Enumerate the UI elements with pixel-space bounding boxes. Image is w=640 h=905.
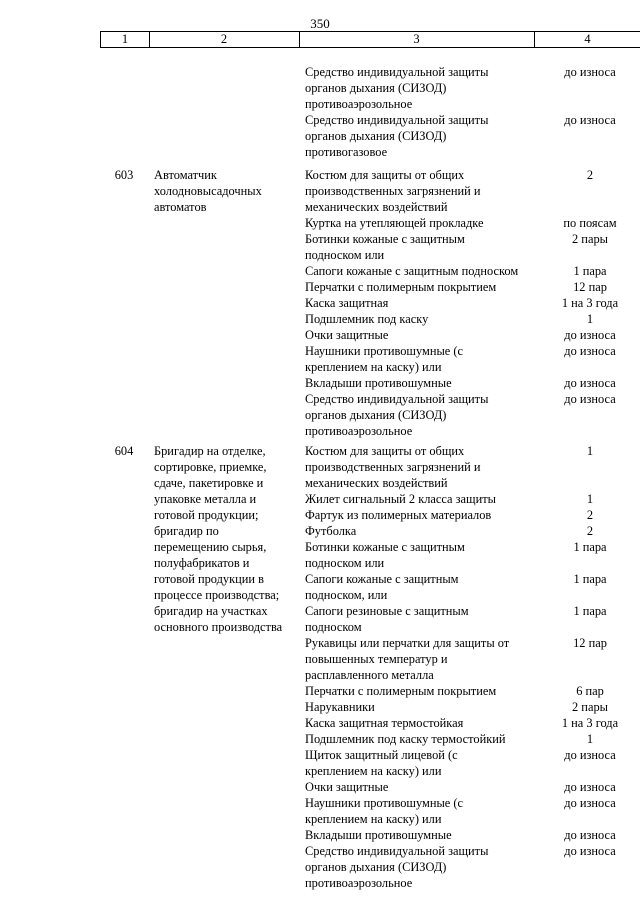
ppe-item-line: органов дыхания (СИЗОД) (305, 81, 447, 95)
ppe-item-line: противоаэрозольное (305, 876, 413, 890)
ppe-item-line: органов дыхания (СИЗОД) (305, 860, 447, 874)
ppe-item (305, 635, 640, 683)
ppe-item (305, 311, 640, 327)
ppe-item (305, 295, 640, 311)
occupation-line: сдаче, пакетировке и (154, 476, 264, 490)
ppe-item (305, 279, 640, 295)
occupation-name (154, 443, 304, 635)
ppe-item-line: Средство индивидуальной защиты (305, 844, 489, 858)
occupation-line: бригадир по (154, 524, 219, 538)
table-header (100, 31, 640, 48)
ppe-item-line: подноском (305, 620, 362, 634)
ppe-item-line: Наушники противошумные (с (305, 796, 464, 810)
ppe-item-line: подноском, или (305, 588, 388, 602)
ppe-item-line: Вкладыши противошумные (305, 828, 452, 842)
ppe-item-norm: по поясам (563, 216, 617, 230)
ppe-item-name (305, 311, 535, 327)
ppe-item-line: Фартук из полимерных материалов (305, 508, 492, 522)
occupation-line: автоматов (154, 200, 207, 214)
ppe-item (305, 523, 640, 539)
ppe-item-line: Ботинки кожаные с защитным (305, 232, 465, 246)
ppe-item (305, 375, 640, 391)
ppe-item-line: Подшлемник под каску термостойкий (305, 732, 506, 746)
ppe-item-name (305, 491, 535, 507)
ppe-item-name (305, 843, 535, 891)
ppe-item (305, 327, 640, 343)
ppe-item (305, 112, 640, 160)
ppe-list (305, 443, 640, 891)
ppe-item (305, 215, 640, 231)
ppe-item (305, 443, 640, 491)
ppe-item-line: Щиток защитный лицевой (с (305, 748, 458, 762)
ppe-item-name (305, 507, 535, 523)
ppe-item-line: Вкладыши противошумные (305, 376, 452, 390)
occupation-line: полуфабрикатов и (154, 556, 250, 570)
ppe-item-line: органов дыхания (СИЗОД) (305, 408, 447, 422)
ppe-item-line: повышенных температур и (305, 652, 448, 666)
ppe-item-line: Жилет сигнальный 2 класса защиты (305, 492, 496, 506)
ppe-item-name (305, 64, 535, 112)
ppe-list (305, 64, 640, 160)
ppe-item-line: Нарукавники (305, 700, 375, 714)
occupation-line: процессе производства; (154, 588, 280, 602)
occupation-line: готовой продукции в (154, 572, 264, 586)
page-number: 350 (310, 16, 330, 31)
ppe-item-name (305, 167, 535, 215)
ppe-item-name (305, 747, 535, 779)
ppe-item-norm: 1 (586, 492, 594, 506)
ppe-item-norm: 2 (586, 524, 594, 538)
section-number: 604 (114, 444, 134, 458)
occupation-line: Автоматчик (154, 168, 217, 182)
ppe-item-name (305, 327, 535, 343)
ppe-item-norm: 1 (586, 732, 594, 746)
ppe-item-name (305, 343, 535, 375)
ppe-item-norm: 1 на 3 года (561, 296, 619, 310)
occupation-line: готовой продукции; (154, 508, 259, 522)
ppe-item-line: Перчатки с полимерным покрытием (305, 684, 497, 698)
ppe-item-line: Сапоги кожаные с защитным подноском (305, 264, 519, 278)
ppe-item-line: механических воздействий (305, 200, 448, 214)
ppe-item-line: механических воздействий (305, 476, 448, 490)
ppe-item-line: противоаэрозольное (305, 97, 413, 111)
ppe-item (305, 843, 640, 891)
ppe-item-line: Каска защитная (305, 296, 389, 310)
ppe-item-line: Костюм для защиты от общих (305, 168, 465, 182)
ppe-item-norm: 6 пар (576, 684, 604, 698)
ppe-item (305, 571, 640, 603)
occupation-line: основного производства (154, 620, 283, 634)
ppe-item-line: производственных загрязнений и (305, 460, 481, 474)
ppe-item-line: расплавленного металла (305, 668, 434, 682)
ppe-item-norm: до износа (564, 328, 616, 342)
ppe-item-name (305, 779, 535, 795)
ppe-item-line: Средство индивидуальной защиты (305, 392, 489, 406)
ppe-item-norm: 12 пар (573, 280, 607, 294)
ppe-item (305, 231, 640, 263)
occupation-line: бригадир на участках (154, 604, 268, 618)
ppe-item-norm: до износа (564, 392, 616, 406)
ppe-item (305, 731, 640, 747)
column-header-3: 3 (299, 32, 535, 47)
ppe-item (305, 699, 640, 715)
ppe-item-line: органов дыхания (СИЗОД) (305, 129, 447, 143)
ppe-item (305, 603, 640, 635)
ppe-item (305, 391, 640, 439)
ppe-item (305, 507, 640, 523)
ppe-item-line: креплением на каску) или (305, 764, 442, 778)
ppe-item-name (305, 715, 535, 731)
ppe-item-name (305, 215, 535, 231)
ppe-item-line: производственных загрязнений и (305, 184, 481, 198)
ppe-item (305, 343, 640, 375)
ppe-item-line: креплением на каску) или (305, 812, 442, 826)
ppe-item-norm: 2 (586, 508, 594, 522)
ppe-item (305, 539, 640, 571)
ppe-item (305, 795, 640, 827)
ppe-item (305, 491, 640, 507)
ppe-item (305, 715, 640, 731)
ppe-item-line: Наушники противошумные (с (305, 344, 464, 358)
ppe-item (305, 747, 640, 779)
ppe-item-line: Сапоги резиновые с защитным (305, 604, 469, 618)
ppe-item-line: Каска защитная термостойкая (305, 716, 464, 730)
ppe-item (305, 827, 640, 843)
ppe-item-line: Куртка на утепляющей прокладке (305, 216, 484, 230)
ppe-item-norm: 1 на 3 года (561, 716, 619, 730)
occupation-line: сортировке, приемке, (154, 460, 267, 474)
ppe-item-name (305, 635, 535, 683)
ppe-item (305, 779, 640, 795)
ppe-item-line: противогазовое (305, 145, 388, 159)
ppe-item-line: Очки защитные (305, 328, 389, 342)
ppe-item-line: Средство индивидуальной защиты (305, 65, 489, 79)
ppe-item-name (305, 699, 535, 715)
ppe-item-norm: до износа (564, 780, 616, 794)
occupation-line: упаковке металла и (154, 492, 257, 506)
ppe-item-norm: до износа (564, 796, 616, 810)
ppe-item-line: Средство индивидуальной защиты (305, 113, 489, 127)
ppe-item-name (305, 279, 535, 295)
ppe-item (305, 64, 640, 112)
ppe-item-name (305, 112, 535, 160)
ppe-item-name (305, 391, 535, 439)
ppe-item-name (305, 795, 535, 827)
ppe-item-name (305, 231, 535, 263)
ppe-item-norm: до износа (564, 844, 616, 858)
occupation-line: Бригадир на отделке, (154, 444, 266, 458)
ppe-item-name (305, 263, 535, 279)
ppe-item-name (305, 295, 535, 311)
ppe-item-line: Футболка (305, 524, 357, 538)
ppe-item-name (305, 571, 535, 603)
ppe-item-name (305, 443, 535, 491)
ppe-item-norm: 1 пара (573, 572, 607, 586)
ppe-item-name (305, 523, 535, 539)
ppe-item-name (305, 539, 535, 571)
column-header-4: 4 (584, 32, 591, 46)
ppe-item-line: креплением на каску) или (305, 360, 442, 374)
ppe-item (305, 263, 640, 279)
ppe-item-name (305, 603, 535, 635)
occupation-name (154, 167, 304, 215)
occupation-line: холодновысадочных (154, 184, 262, 198)
ppe-item-line: Перчатки с полимерным покрытием (305, 280, 497, 294)
ppe-item-norm: 1 пара (573, 540, 607, 554)
ppe-item (305, 167, 640, 215)
ppe-item (305, 683, 640, 699)
ppe-item-norm: 1 пара (573, 604, 607, 618)
ppe-item-norm: 12 пар (573, 636, 607, 650)
ppe-item-name (305, 683, 535, 699)
column-header-1: 1 (101, 32, 150, 47)
ppe-item-name (305, 731, 535, 747)
ppe-item-line: подноском или (305, 556, 385, 570)
ppe-item-line: противоаэрозольное (305, 424, 413, 438)
ppe-item-name (305, 827, 535, 843)
ppe-item-norm: 1 (586, 444, 594, 458)
ppe-item-norm: до износа (564, 376, 616, 390)
ppe-item-line: Сапоги кожаные с защитным (305, 572, 459, 586)
ppe-item-norm: 2 (586, 168, 594, 182)
ppe-list (305, 167, 640, 439)
ppe-item-norm: 1 (586, 312, 594, 326)
ppe-item-norm: до износа (564, 344, 616, 358)
ppe-item-norm: 2 пары (572, 232, 608, 246)
section-number: 603 (114, 168, 134, 182)
occupation-line: перемещению сырья, (154, 540, 267, 554)
ppe-item-name (305, 375, 535, 391)
ppe-item-norm: до износа (564, 748, 616, 762)
ppe-item-norm: 1 пара (573, 264, 607, 278)
ppe-item-norm: до износа (564, 828, 616, 842)
ppe-item-norm: до износа (564, 113, 616, 127)
ppe-item-norm: до износа (564, 65, 616, 79)
ppe-item-line: Рукавицы или перчатки для защиты от (305, 636, 510, 650)
ppe-item-line: подноском или (305, 248, 385, 262)
ppe-item-line: Подшлемник под каску (305, 312, 429, 326)
ppe-item-line: Костюм для защиты от общих (305, 444, 465, 458)
ppe-item-norm: 2 пары (572, 700, 608, 714)
column-header-2: 2 (149, 32, 300, 47)
ppe-item-line: Очки защитные (305, 780, 389, 794)
ppe-item-line: Ботинки кожаные с защитным (305, 540, 465, 554)
